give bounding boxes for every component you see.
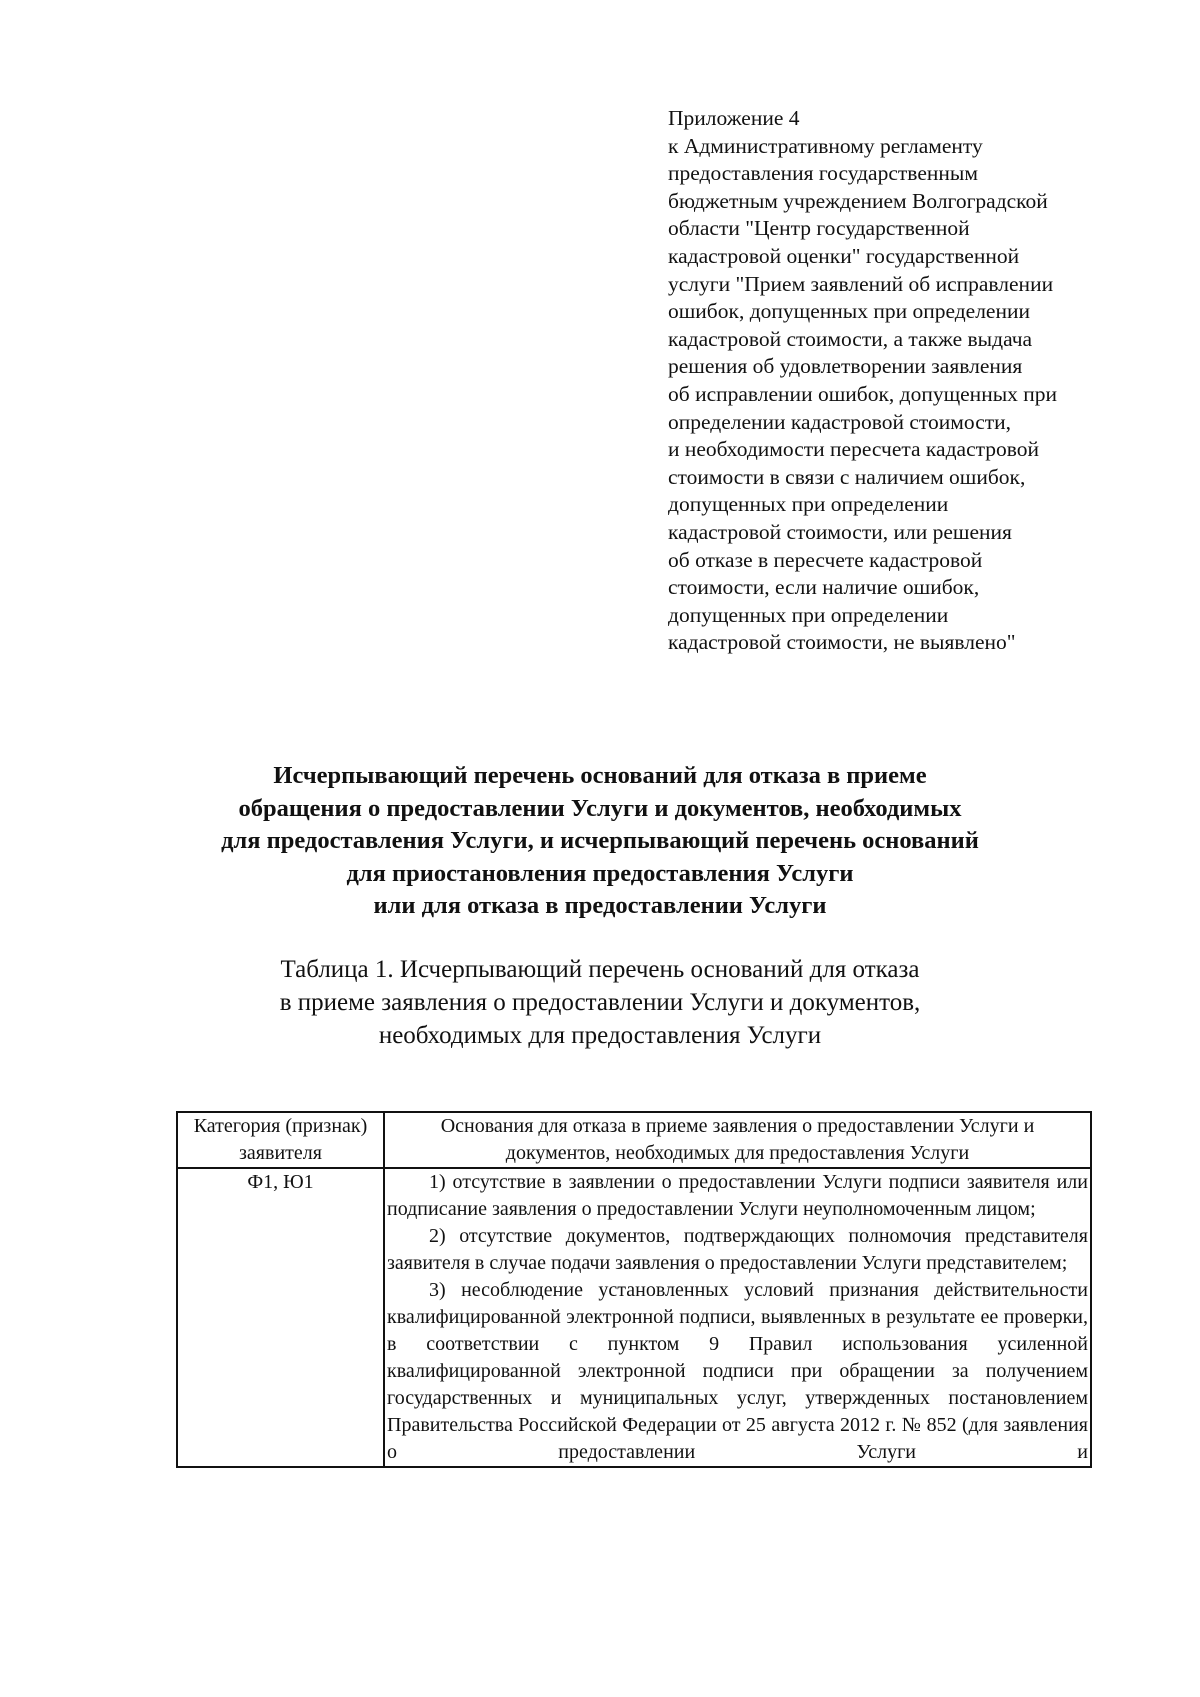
- table-header-row: [177, 1112, 1091, 1168]
- appendix-line: ошибок, допущенных при определении: [668, 299, 1030, 324]
- column-header-grounds: Основания для отказа в приеме заявления о предоставлении Услуги и документов, необходимых для предоставления Услуги: [384, 1112, 1091, 1168]
- refusal-grounds-table: [176, 1111, 1092, 1468]
- applicant-category-cell: Ф1, Ю1: [177, 1168, 384, 1467]
- appendix-line: об отказе в пересчете кадастровой: [668, 547, 983, 572]
- appendix-line: об исправлении ошибок, допущенных при: [668, 381, 1058, 406]
- appendix-line: кадастровой оценки" государственной: [668, 243, 1020, 268]
- title-line: для приостановления предоставления Услуги: [346, 859, 854, 887]
- title-line: Исчерпывающий перечень оснований для отказа в приеме: [273, 762, 927, 789]
- ground-item-1: 1) отсутствие в заявлении о предоставлении Услуги подписи заявителя или подписание заявления о предоставлении Услуги неуполномоченным лицом;: [387, 1171, 1088, 1220]
- table-caption: [150, 953, 1050, 1052]
- appendix-line: определении кадастровой стоимости,: [668, 409, 1012, 434]
- appendix-line: допущенных при определении: [668, 602, 949, 627]
- ground-item-2: 2) отсутствие документов, подтверждающих полномочия представителя заявителя в случае подачи заявления о предоставлении Услуги представителем;: [387, 1225, 1088, 1274]
- appendix-line: области "Центр государственной: [668, 216, 970, 241]
- appendix-line: к Административному регламенту: [668, 133, 983, 158]
- caption-line: Таблица 1. Исчерпывающий перечень оснований для отказа: [280, 956, 920, 983]
- appendix-line: кадастровой стоимости, не выявлено": [668, 630, 1016, 655]
- title-line: для предоставления Услуги, и исчерпывающий перечень оснований: [221, 827, 979, 854]
- appendix-line: допущенных при определении: [668, 492, 949, 517]
- document-title: [150, 760, 1050, 923]
- appendix-line: стоимости, если наличие ошибок,: [668, 575, 980, 600]
- appendix-line: бюджетным учреждением Волгоградской: [668, 188, 1048, 213]
- appendix-line: решения об удовлетворении заявления: [668, 354, 1023, 379]
- appendix-line: предоставления государственным: [668, 161, 978, 186]
- title-line: или для отказа в предоставлении Услуги: [373, 892, 827, 919]
- appendix-line: услуги "Прием заявлений об исправлении: [668, 271, 1054, 296]
- title-line: обращения о предоставлении Услуги и документов, необходимых: [238, 794, 962, 822]
- table-row: [177, 1168, 1091, 1467]
- column-header-category: Категория (признак) заявителя: [177, 1112, 384, 1168]
- appendix-block: [668, 105, 1138, 657]
- appendix-line: кадастровой стоимости, а также выдача: [668, 326, 1033, 351]
- caption-line: в приеме заявления о предоставлении Услуги и документов,: [279, 989, 921, 1016]
- appendix-line: Приложение 4: [668, 106, 800, 130]
- ground-item-3: 3) несоблюдение установленных условий признания действительности квалифицированной электронной подписи, выявленных в результате ее проверки, в соответствии с пунктом 9 Правил использования усиленной квалифицированной электронной подписи при обращении за получением государственных и муниципальных услуг, утвержденных постановлением Правительства Российской Федерации от 25 августа 2012 г. № 852 (для заявления о предоставлении Услуги и: [387, 1279, 1088, 1463]
- appendix-line: стоимости в связи с наличием ошибок,: [668, 464, 1026, 489]
- caption-line: необходимых для предоставления Услуги: [378, 1022, 822, 1049]
- appendix-line: и необходимости пересчета кадастровой: [668, 437, 1040, 462]
- grounds-cell: [384, 1168, 1091, 1467]
- appendix-line: кадастровой стоимости, или решения: [668, 519, 1012, 544]
